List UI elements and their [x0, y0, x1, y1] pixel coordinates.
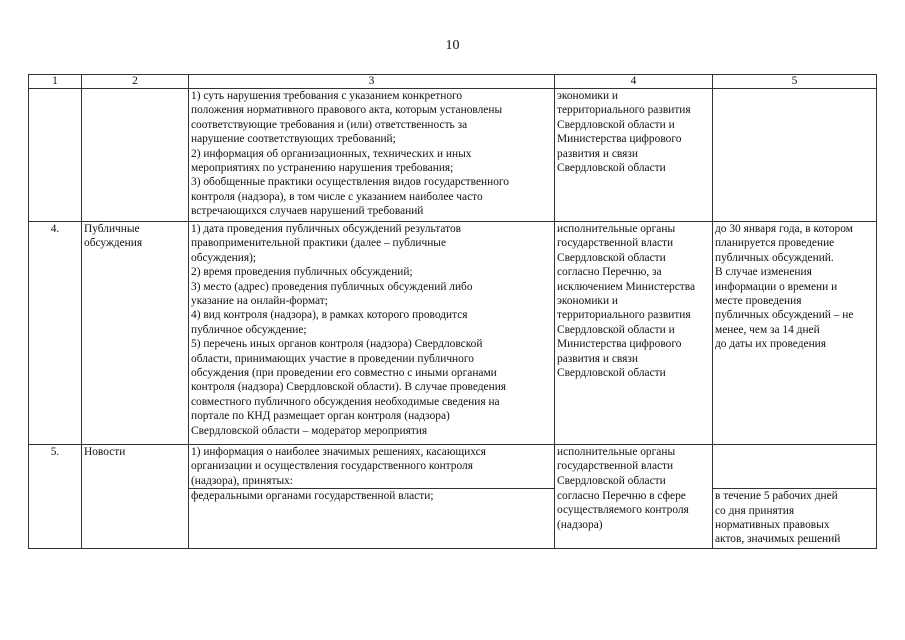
row-info: 1) информация о наиболее значимых решениях, касающихся организации и осуществления государственного контроля (надзора), принятых:	[189, 445, 555, 489]
table-row	[29, 445, 877, 489]
row-title: Новости	[82, 445, 189, 549]
row-responsible: исполнительные органы государственной власти Свердловской области	[555, 445, 713, 489]
table-row	[29, 222, 877, 445]
header-col-1: 1	[29, 75, 82, 89]
header-col-4: 4	[555, 75, 713, 89]
row-term: до 30 января года, в котором планируется проведение публичных обсуждений. В случае изменения информации о времени и месте проведения публичных обсуждений – не менее, чем за 14 дней до даты их проведения	[713, 222, 877, 445]
row-info: 1) суть нарушения требования с указанием конкретного положения нормативного правового акта, которым установлены соответствующие требования и (или) ответственность за нарушение соответствующих требований; 2) информация об организационных, технических и иных мероприятиях по устранению нарушения требования; 3) обобщенные практики осуществления видов государственного контроля (надзора), в том числе с указанием наиболее часто встречающихся случаев нарушений требований	[189, 89, 555, 222]
row-number	[29, 89, 82, 222]
header-row	[29, 75, 877, 89]
row-number: 5.	[29, 445, 82, 549]
row-term: в течение 5 рабочих дней со дня принятия нормативных правовых актов, значимых решений	[713, 489, 877, 549]
header-col-5: 5	[713, 75, 877, 89]
row-responsible: экономики и территориального развития Свердловской области и Министерства цифрового развития и связи Свердловской области	[555, 89, 713, 222]
row-info: федеральными органами государственной власти;	[189, 489, 555, 549]
page-number: 10	[445, 38, 460, 53]
row-responsible: согласно Перечню в сфере осуществляемого контроля (надзора)	[555, 489, 713, 549]
row-title: Публичные обсуждения	[82, 222, 189, 445]
row-info: 1) дата проведения публичных обсуждений результатов правоприменительной практики (далее – публичные обсуждения); 2) время проведения публичных обсуждений; 3) место (адрес) проведения публичных обсуждений либо указание на онлайн-формат; 4) вид контроля (надзора), в рамках которого проводится публичное обсуждение; 5) перечень иных органов контроля (надзора) Свердловской области, принимающих участие в проведении публичного обсуждения (при проведении его совместно с иными органами контроля (надзора) Свердловской области). В случае проведения совместного публичного обсуждения необходимые сведения на портале по КНД размещает орган контроля (надзора) Свердловской области – модератор мероприятия	[189, 222, 555, 445]
row-responsible: исполнительные органы государственной власти Свердловской области согласно Перечню, за исключением Министерства экономики и территориального развития Свердловской области и Министерства цифрового развития и связи Свердловской области	[555, 222, 713, 445]
row-term	[713, 445, 877, 489]
header-col-3: 3	[189, 75, 555, 89]
row-number: 4.	[29, 222, 82, 445]
row-title	[82, 89, 189, 222]
table-row	[29, 89, 877, 222]
row-term	[713, 89, 877, 222]
header-col-2: 2	[82, 75, 189, 89]
document-table	[28, 74, 877, 549]
